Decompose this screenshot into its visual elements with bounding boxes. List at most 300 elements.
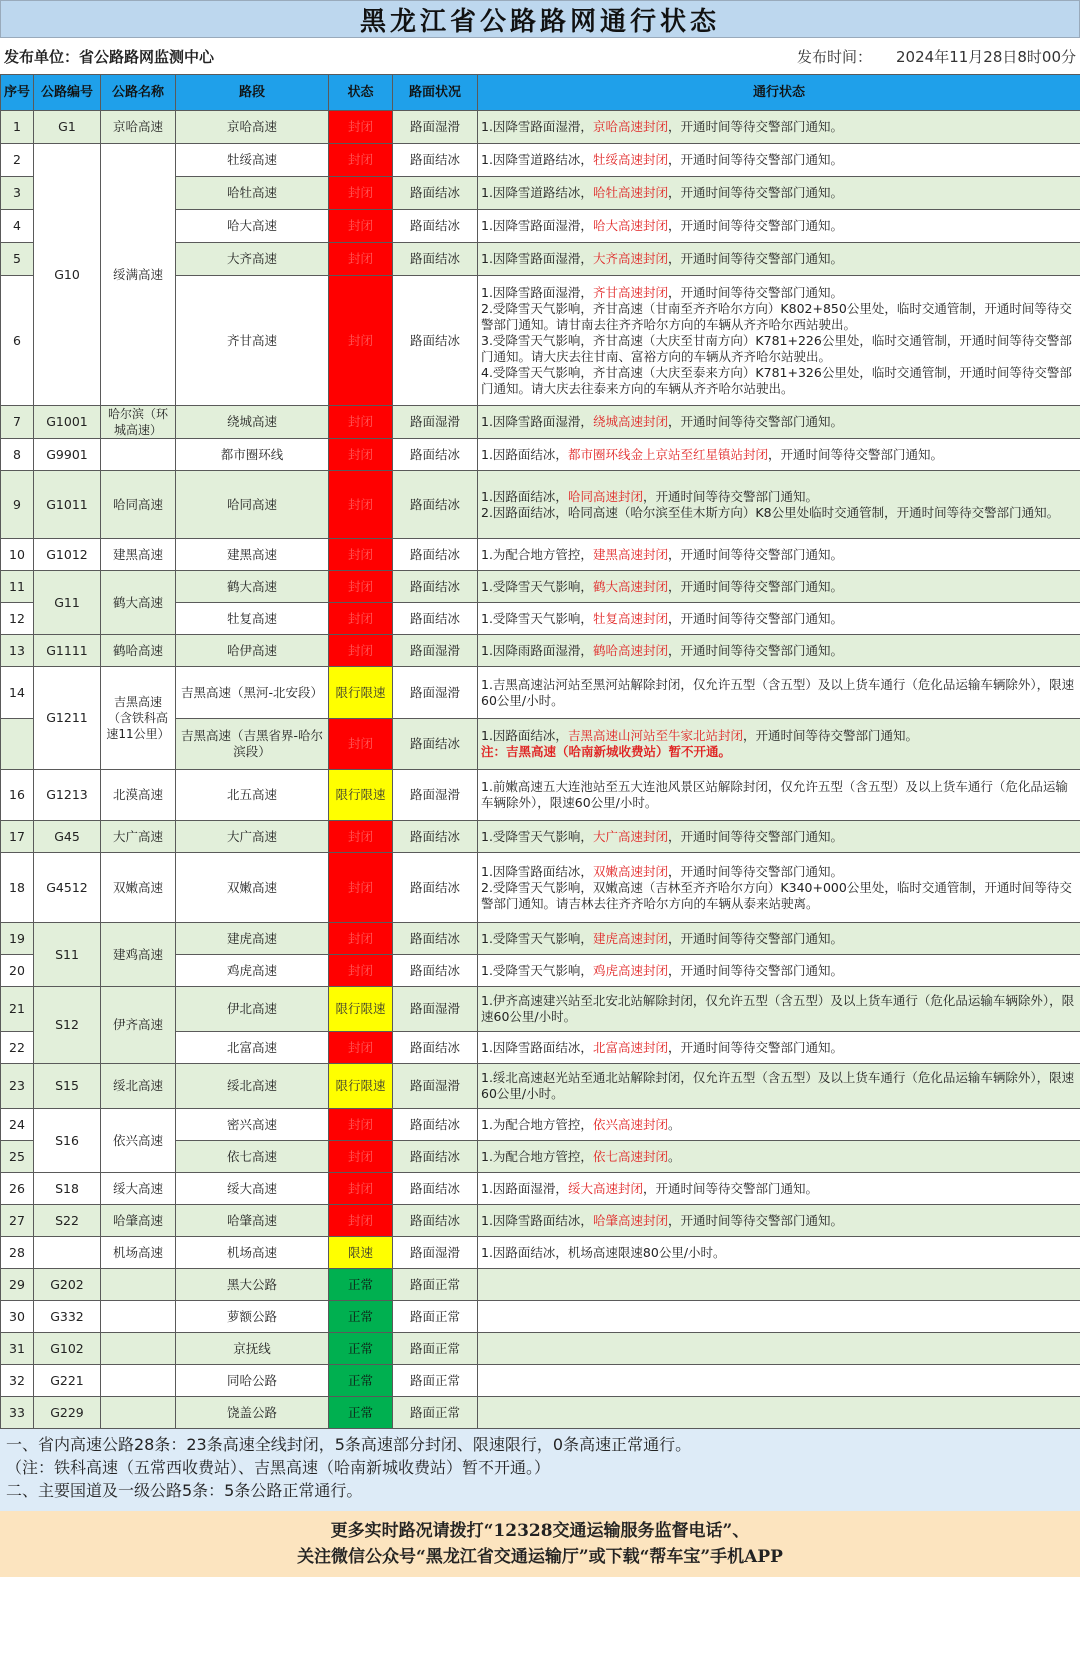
description-line bbox=[481, 744, 1077, 760]
road-surface: 路面结冰 bbox=[393, 603, 478, 635]
traffic-description bbox=[478, 1365, 1080, 1397]
description-line bbox=[481, 993, 1077, 1025]
description-line bbox=[481, 931, 1077, 947]
table-row bbox=[1, 1397, 1080, 1429]
traffic-description bbox=[478, 439, 1080, 471]
closure-highlight: 都市圈环线金上京站至红星镇站封闭 bbox=[567, 446, 768, 462]
row-number: 1 bbox=[1, 111, 34, 144]
row-number: 26 bbox=[1, 1173, 34, 1205]
table-row bbox=[1, 1301, 1080, 1333]
row-number: 10 bbox=[1, 539, 34, 571]
road-segment: 牡绥高速 bbox=[176, 144, 329, 177]
road-surface: 路面正常 bbox=[393, 1397, 478, 1429]
road-name: 北漠高速 bbox=[101, 770, 176, 821]
road-surface: 路面结冰 bbox=[393, 1141, 478, 1173]
road-segment: 大广高速 bbox=[176, 821, 329, 853]
road-segment: 饶盖公路 bbox=[176, 1397, 329, 1429]
road-code: S18 bbox=[34, 1173, 101, 1205]
description-line bbox=[481, 333, 1077, 365]
header-traffic: 通行状态 bbox=[478, 75, 1080, 111]
table-row bbox=[1, 987, 1080, 1032]
status-badge: 封闭 bbox=[329, 406, 393, 439]
table-row bbox=[1, 667, 1080, 719]
description-text: 1.因路面结冰，机场高速限速80公里/小时。 bbox=[481, 1244, 726, 1260]
road-name: 哈尔滨（环城高速） bbox=[101, 406, 176, 439]
road-segment: 吉黑高速（黑河-北安段） bbox=[176, 667, 329, 719]
row-number: 2 bbox=[1, 144, 34, 177]
status-badge: 正常 bbox=[329, 1397, 393, 1429]
description-text: 1.因降雪路面湿滑， bbox=[481, 251, 593, 266]
traffic-description bbox=[478, 210, 1080, 243]
header-surface: 路面状况 bbox=[393, 75, 478, 111]
road-code: G221 bbox=[34, 1365, 101, 1397]
traffic-description bbox=[478, 955, 1080, 987]
footer-banner bbox=[0, 1511, 1080, 1577]
status-badge: 正常 bbox=[329, 1301, 393, 1333]
row-number: 32 bbox=[1, 1365, 34, 1397]
description-line bbox=[481, 1181, 1077, 1197]
row-number: 9 bbox=[1, 471, 34, 539]
closure-highlight: 注：吉黑高速（哈南新城收费站）暂不开通。 bbox=[481, 744, 732, 759]
road-code: S12 bbox=[34, 987, 101, 1064]
road-status-table bbox=[0, 74, 1080, 1429]
description-line bbox=[481, 1149, 1077, 1165]
status-badge: 限行限速 bbox=[329, 770, 393, 821]
summary-panel bbox=[0, 1429, 1080, 1511]
status-badge: 正常 bbox=[329, 1269, 393, 1301]
description-text: ，开通时间等待交警部门通知。 bbox=[667, 863, 843, 879]
status-badge: 正常 bbox=[329, 1333, 393, 1365]
description-line bbox=[481, 880, 1077, 912]
publisher: 发布单位：省公路路网监测中心 bbox=[4, 47, 215, 66]
description-text: 1.绥北高速赵光站至通北站解除封闭，仅允许五型（含五型）及以上货车通行（危化品运输车辆除外），限速60公里/小时。 bbox=[481, 1070, 1075, 1101]
closure-highlight: 鸡虎高速封闭 bbox=[592, 962, 668, 978]
status-badge: 封闭 bbox=[329, 635, 393, 667]
closure-highlight: 哈同高速封闭 bbox=[567, 488, 643, 504]
table-row bbox=[1, 1173, 1080, 1205]
road-segment: 绥北高速 bbox=[176, 1064, 329, 1109]
road-surface: 路面结冰 bbox=[393, 1109, 478, 1141]
description-line bbox=[481, 505, 1077, 521]
description-line bbox=[481, 579, 1077, 595]
road-segment: 吉黑高速（吉黑省界-哈尔滨段） bbox=[176, 719, 329, 770]
status-badge: 封闭 bbox=[329, 276, 393, 406]
row-number: 23 bbox=[1, 1064, 34, 1109]
road-name bbox=[101, 1269, 176, 1301]
road-segment: 北富高速 bbox=[176, 1032, 329, 1064]
description-line bbox=[481, 547, 1077, 563]
table-row bbox=[1, 1237, 1080, 1269]
row-number: 6 bbox=[1, 276, 34, 406]
description-line bbox=[481, 611, 1077, 627]
table-row bbox=[1, 770, 1080, 821]
description-line bbox=[481, 251, 1077, 267]
road-name: 鹤哈高速 bbox=[101, 635, 176, 667]
table-row bbox=[1, 1109, 1080, 1141]
description-text: ，开通时间等待交警部门通知。 bbox=[667, 828, 843, 844]
status-badge: 封闭 bbox=[329, 571, 393, 603]
description-line bbox=[481, 1213, 1077, 1229]
traffic-description bbox=[478, 853, 1080, 923]
status-badge: 限行限速 bbox=[329, 1064, 393, 1109]
traffic-description bbox=[478, 1301, 1080, 1333]
description-text: 4.受降雪天气影响，齐甘高速（大庆至泰来方向）K781+326公里处，临时交通管制，开通时间等待交警部门通知。请大庆去往泰来方向的车辆从齐齐哈尔站驶出。 bbox=[481, 364, 1072, 396]
road-name: 绥大高速 bbox=[101, 1173, 176, 1205]
road-surface: 路面结冰 bbox=[393, 471, 478, 539]
description-text: ，开通时间等待交警部门通知。 bbox=[667, 1039, 843, 1055]
description-line bbox=[481, 728, 1077, 744]
road-surface: 路面结冰 bbox=[393, 955, 478, 987]
description-text: 3.受降雪天气影响，齐甘高速（大庆至甘南方向）K781+226公里处，临时交通管制，开通时间等待交警部门通知。请大庆去往甘南、富裕方向的车辆从齐齐哈尔站驶出。 bbox=[481, 332, 1072, 364]
road-segment: 建虎高速 bbox=[176, 923, 329, 955]
status-badge: 封闭 bbox=[329, 821, 393, 853]
road-surface: 路面湿滑 bbox=[393, 770, 478, 821]
road-surface: 路面结冰 bbox=[393, 539, 478, 571]
row-number: 28 bbox=[1, 1237, 34, 1269]
road-code: G1012 bbox=[34, 539, 101, 571]
road-surface: 路面正常 bbox=[393, 1269, 478, 1301]
closure-highlight: 双嫩高速封闭 bbox=[592, 863, 668, 879]
status-badge: 封闭 bbox=[329, 1141, 393, 1173]
description-text: ，开通时间等待交警部门通知。 bbox=[667, 251, 843, 266]
description-text: 2.受降雪天气影响，双嫩高速（吉林至齐齐哈尔方向）K340+000公里处，临时交通管制，开通时间等待交警部门通知。请吉林去往齐齐哈尔方向的车辆从泰来站驶离。 bbox=[481, 879, 1072, 911]
description-text: 1.受降雪天气影响， bbox=[481, 610, 593, 626]
road-segment: 京抚线 bbox=[176, 1333, 329, 1365]
description-text: 1.前嫩高速五大连池站至五大连池风景区站解除封闭，仅允许五型（含五型）及以上货车通行（危化品运输车辆除外），限速60公里/小时。 bbox=[481, 779, 1068, 810]
description-line bbox=[481, 1040, 1077, 1056]
description-line bbox=[481, 119, 1077, 135]
footer-line: 更多实时路况请拨打“12328交通运输服务监督电话”、 bbox=[330, 1521, 750, 1541]
closure-highlight: 大齐高速封闭 bbox=[592, 251, 668, 266]
row-number: 18 bbox=[1, 853, 34, 923]
row-number: 25 bbox=[1, 1141, 34, 1173]
closure-highlight: 齐甘高速封闭 bbox=[592, 284, 668, 300]
description-text: ，开通时间等待交警部门通知。 bbox=[667, 218, 843, 233]
road-surface: 路面湿滑 bbox=[393, 111, 478, 144]
description-text: ，开通时间等待交警部门通知。 bbox=[767, 446, 943, 462]
header-segment: 路段 bbox=[176, 75, 329, 111]
description-text: ，开通时间等待交警部门通知。 bbox=[667, 284, 843, 300]
description-line bbox=[481, 489, 1077, 505]
description-text: ，开通时间等待交警部门通知。 bbox=[667, 610, 843, 626]
road-code: G4512 bbox=[34, 853, 101, 923]
status-badge: 封闭 bbox=[329, 177, 393, 210]
header-no: 序号 bbox=[1, 75, 34, 111]
description-line bbox=[481, 414, 1077, 430]
road-segment: 京哈高速 bbox=[176, 111, 329, 144]
road-code: G1 bbox=[34, 111, 101, 144]
road-name bbox=[101, 439, 176, 471]
row-number: 20 bbox=[1, 955, 34, 987]
road-surface: 路面结冰 bbox=[393, 821, 478, 853]
closure-highlight: 鹤哈高速封闭 bbox=[592, 642, 668, 658]
description-text: ，开通时间等待交警部门通知。 bbox=[642, 1180, 818, 1196]
description-text: ，开通时间等待交警部门通知。 bbox=[667, 152, 843, 167]
description-text: ，开通时间等待交警部门通知。 bbox=[667, 962, 843, 978]
table-row bbox=[1, 1064, 1080, 1109]
road-segment: 密兴高速 bbox=[176, 1109, 329, 1141]
status-badge: 封闭 bbox=[329, 1205, 393, 1237]
description-text: 1.因路面结冰， bbox=[481, 728, 568, 743]
road-segment: 北五高速 bbox=[176, 770, 329, 821]
traffic-description bbox=[478, 667, 1080, 719]
traffic-description bbox=[478, 1269, 1080, 1301]
road-code: S16 bbox=[34, 1109, 101, 1173]
road-surface: 路面结冰 bbox=[393, 719, 478, 770]
road-code: G9901 bbox=[34, 439, 101, 471]
header-status: 状态 bbox=[329, 75, 393, 111]
description-text: 。 bbox=[667, 1148, 681, 1164]
description-line bbox=[481, 643, 1077, 659]
traffic-description bbox=[478, 111, 1080, 144]
description-line bbox=[481, 185, 1077, 201]
traffic-description bbox=[478, 1064, 1080, 1109]
status-badge: 封闭 bbox=[329, 111, 393, 144]
description-text: 1.受降雪天气影响， bbox=[481, 578, 593, 594]
traffic-description bbox=[478, 1141, 1080, 1173]
closure-highlight: 京哈高速封闭 bbox=[592, 119, 668, 134]
row-number: 31 bbox=[1, 1333, 34, 1365]
road-segment: 鹤大高速 bbox=[176, 571, 329, 603]
description-text: 1.因降雪路面湿滑， bbox=[481, 414, 593, 429]
description-text: ，开通时间等待交警部门通知。 bbox=[667, 642, 843, 658]
closure-highlight: 绥大高速封闭 bbox=[567, 1180, 643, 1196]
traffic-description bbox=[478, 770, 1080, 821]
description-text: ，开通时间等待交警部门通知。 bbox=[667, 1212, 843, 1228]
description-line bbox=[481, 779, 1077, 811]
row-number: 22 bbox=[1, 1032, 34, 1064]
row-number: 16 bbox=[1, 770, 34, 821]
road-code: G11 bbox=[34, 571, 101, 635]
traffic-description bbox=[478, 1032, 1080, 1064]
road-code: G102 bbox=[34, 1333, 101, 1365]
road-segment: 建黑高速 bbox=[176, 539, 329, 571]
status-badge: 限行限速 bbox=[329, 987, 393, 1032]
description-text: ，开通时间等待交警部门通知。 bbox=[667, 414, 843, 429]
traffic-description bbox=[478, 719, 1080, 770]
road-name: 建黑高速 bbox=[101, 539, 176, 571]
description-line bbox=[481, 218, 1077, 234]
row-number: 8 bbox=[1, 439, 34, 471]
publish-time-label: 发布时间： bbox=[797, 47, 873, 66]
status-badge: 封闭 bbox=[329, 923, 393, 955]
road-name bbox=[101, 1365, 176, 1397]
table-row bbox=[1, 1269, 1080, 1301]
road-code: G1001 bbox=[34, 406, 101, 439]
road-surface: 路面结冰 bbox=[393, 144, 478, 177]
traffic-description bbox=[478, 1397, 1080, 1429]
road-segment: 都市圈环线 bbox=[176, 439, 329, 471]
description-text: ，开通时间等待交警部门通知。 bbox=[667, 119, 843, 134]
table-row bbox=[1, 571, 1080, 603]
row-number: 13 bbox=[1, 635, 34, 667]
traffic-description bbox=[478, 571, 1080, 603]
traffic-description bbox=[478, 821, 1080, 853]
description-line bbox=[481, 365, 1077, 397]
status-badge: 封闭 bbox=[329, 1173, 393, 1205]
traffic-description bbox=[478, 1333, 1080, 1365]
status-badge: 封闭 bbox=[329, 539, 393, 571]
traffic-description bbox=[478, 471, 1080, 539]
row-number: 21 bbox=[1, 987, 34, 1032]
row-number: 19 bbox=[1, 923, 34, 955]
road-code: G332 bbox=[34, 1301, 101, 1333]
description-text: 1.伊齐高速建兴站至北安北站解除封闭，仅允许五型（含五型）及以上货车通行（危化品运输车辆除外），限速60公里/小时。 bbox=[481, 993, 1075, 1024]
status-badge: 封闭 bbox=[329, 719, 393, 770]
status-badge: 封闭 bbox=[329, 853, 393, 923]
description-text: 1.因降雪路面湿滑， bbox=[481, 284, 593, 300]
road-surface: 路面结冰 bbox=[393, 923, 478, 955]
description-text: 1.为配合地方管控， bbox=[481, 546, 593, 562]
road-name: 双嫩高速 bbox=[101, 853, 176, 923]
table-row bbox=[1, 406, 1080, 439]
road-name: 伊齐高速 bbox=[101, 987, 176, 1064]
traffic-description bbox=[478, 603, 1080, 635]
status-badge: 封闭 bbox=[329, 1032, 393, 1064]
road-code: G1211 bbox=[34, 667, 101, 770]
road-segment: 大齐高速 bbox=[176, 243, 329, 276]
description-text: 1.为配合地方管控， bbox=[481, 1116, 593, 1132]
description-text: ，开通时间等待交警部门通知。 bbox=[667, 578, 843, 594]
road-name: 依兴高速 bbox=[101, 1109, 176, 1173]
road-name: 大广高速 bbox=[101, 821, 176, 853]
traffic-description bbox=[478, 406, 1080, 439]
closure-highlight: 绕城高速封闭 bbox=[592, 414, 668, 429]
road-surface: 路面结冰 bbox=[393, 210, 478, 243]
road-name: 京哈高速 bbox=[101, 111, 176, 144]
traffic-description bbox=[478, 144, 1080, 177]
description-text: 1.因路面结冰， bbox=[481, 488, 568, 504]
status-badge: 封闭 bbox=[329, 243, 393, 276]
traffic-description bbox=[478, 1173, 1080, 1205]
status-badge: 限速 bbox=[329, 1237, 393, 1269]
table-row bbox=[1, 1333, 1080, 1365]
table-row bbox=[1, 539, 1080, 571]
description-text: 1.因降雪路面湿滑， bbox=[481, 218, 593, 233]
row-number: 27 bbox=[1, 1205, 34, 1237]
road-surface: 路面正常 bbox=[393, 1301, 478, 1333]
status-badge: 封闭 bbox=[329, 210, 393, 243]
description-text: ，开通时间等待交警部门通知。 bbox=[642, 488, 818, 504]
row-number: 33 bbox=[1, 1397, 34, 1429]
row-number: 11 bbox=[1, 571, 34, 603]
road-segment: 哈同高速 bbox=[176, 471, 329, 539]
status-badge: 封闭 bbox=[329, 439, 393, 471]
header-code: 公路编号 bbox=[34, 75, 101, 111]
description-text: ，开通时间等待交警部门通知。 bbox=[667, 546, 843, 562]
road-name: 机场高速 bbox=[101, 1237, 176, 1269]
description-text: 1.因路面结冰， bbox=[481, 446, 568, 462]
status-badge: 限行限速 bbox=[329, 667, 393, 719]
row-number: 3 bbox=[1, 177, 34, 210]
road-segment: 绥大高速 bbox=[176, 1173, 329, 1205]
status-badge: 封闭 bbox=[329, 1109, 393, 1141]
closure-highlight: 建虎高速封闭 bbox=[592, 930, 668, 946]
road-segment: 同哈公路 bbox=[176, 1365, 329, 1397]
row-number: 24 bbox=[1, 1109, 34, 1141]
description-text: 1.因降雪路面结冰， bbox=[481, 1212, 593, 1228]
road-name bbox=[101, 1333, 176, 1365]
closure-highlight: 大广高速封闭 bbox=[592, 828, 668, 844]
road-segment: 双嫩高速 bbox=[176, 853, 329, 923]
table-row bbox=[1, 853, 1080, 923]
table-row bbox=[1, 1365, 1080, 1397]
closure-highlight: 依兴高速封闭 bbox=[592, 1116, 668, 1132]
road-segment: 齐甘高速 bbox=[176, 276, 329, 406]
status-badge: 封闭 bbox=[329, 955, 393, 987]
traffic-description bbox=[478, 177, 1080, 210]
road-code: G45 bbox=[34, 821, 101, 853]
row-number: 4 bbox=[1, 210, 34, 243]
road-surface: 路面湿滑 bbox=[393, 406, 478, 439]
row-number: 29 bbox=[1, 1269, 34, 1301]
description-line bbox=[481, 447, 1077, 463]
description-text: 1.吉黑高速沾河站至黑河站解除封闭，仅允许五型（含五型）及以上货车通行（危化品运输车辆除外），限速60公里/小时。 bbox=[481, 676, 1075, 708]
traffic-description bbox=[478, 1205, 1080, 1237]
description-line bbox=[481, 1070, 1077, 1102]
road-code: G10 bbox=[34, 144, 101, 406]
road-code: S15 bbox=[34, 1064, 101, 1109]
row-number: 12 bbox=[1, 603, 34, 635]
description-text: 1.受降雪天气影响， bbox=[481, 962, 593, 978]
publish-time: 2024年11月28日8时00分 bbox=[896, 47, 1076, 66]
road-name: 鹤大高速 bbox=[101, 571, 176, 635]
traffic-description bbox=[478, 539, 1080, 571]
road-surface: 路面结冰 bbox=[393, 1173, 478, 1205]
road-surface: 路面结冰 bbox=[393, 1205, 478, 1237]
description-text: 1.因降雪路面结冰， bbox=[481, 863, 593, 879]
closure-highlight: 哈肇高速封闭 bbox=[592, 1212, 668, 1228]
closure-highlight: 建黑高速封闭 bbox=[592, 546, 668, 562]
description-line bbox=[481, 864, 1077, 880]
status-badge: 正常 bbox=[329, 1365, 393, 1397]
road-segment: 哈伊高速 bbox=[176, 635, 329, 667]
road-segment: 鸡虎高速 bbox=[176, 955, 329, 987]
description-text: ，开通时间等待交警部门通知。 bbox=[667, 185, 843, 200]
description-text: 1.因路面湿滑， bbox=[481, 1180, 568, 1196]
status-badge: 封闭 bbox=[329, 144, 393, 177]
description-text: 2.受降雪天气影响，齐甘高速（甘南至齐齐哈尔方向）K802+850公里处，临时交通管制，开通时间等待交警部门通知。请甘南去往齐齐哈尔方向的车辆从齐齐哈尔西站驶出。 bbox=[481, 300, 1072, 332]
description-line bbox=[481, 1245, 1077, 1261]
closure-highlight: 鹤大高速封闭 bbox=[592, 578, 668, 594]
description-line bbox=[481, 677, 1077, 709]
table-header-row bbox=[1, 75, 1080, 111]
summary-line: 一、省内高速公路28条：23条高速全线封闭，5条高速部分封闭、限速限行，0条高速正常通行。 bbox=[6, 1435, 692, 1454]
traffic-description bbox=[478, 635, 1080, 667]
traffic-description bbox=[478, 987, 1080, 1032]
closure-highlight: 吉黑高速山河站至牛家北站封闭 bbox=[567, 728, 743, 743]
summary-line: （注：铁科高速（五常西收费站）、吉黑高速（哈南新城收费站）暂不开通。） bbox=[6, 1458, 551, 1477]
road-code: G202 bbox=[34, 1269, 101, 1301]
road-code: S11 bbox=[34, 923, 101, 987]
traffic-description bbox=[478, 276, 1080, 406]
road-name: 绥满高速 bbox=[101, 144, 176, 406]
publish-bar bbox=[0, 38, 1080, 74]
road-code: G1111 bbox=[34, 635, 101, 667]
table-row bbox=[1, 439, 1080, 471]
road-surface: 路面正常 bbox=[393, 1333, 478, 1365]
road-segment: 萝额公路 bbox=[176, 1301, 329, 1333]
header-name: 公路名称 bbox=[101, 75, 176, 111]
description-line bbox=[481, 152, 1077, 168]
road-code: G229 bbox=[34, 1397, 101, 1429]
road-surface: 路面结冰 bbox=[393, 571, 478, 603]
closure-highlight: 牡复高速封闭 bbox=[592, 610, 668, 626]
road-code bbox=[34, 1237, 101, 1269]
row-number: 7 bbox=[1, 406, 34, 439]
closure-highlight: 牡绥高速封闭 bbox=[592, 152, 668, 167]
road-surface: 路面结冰 bbox=[393, 1032, 478, 1064]
